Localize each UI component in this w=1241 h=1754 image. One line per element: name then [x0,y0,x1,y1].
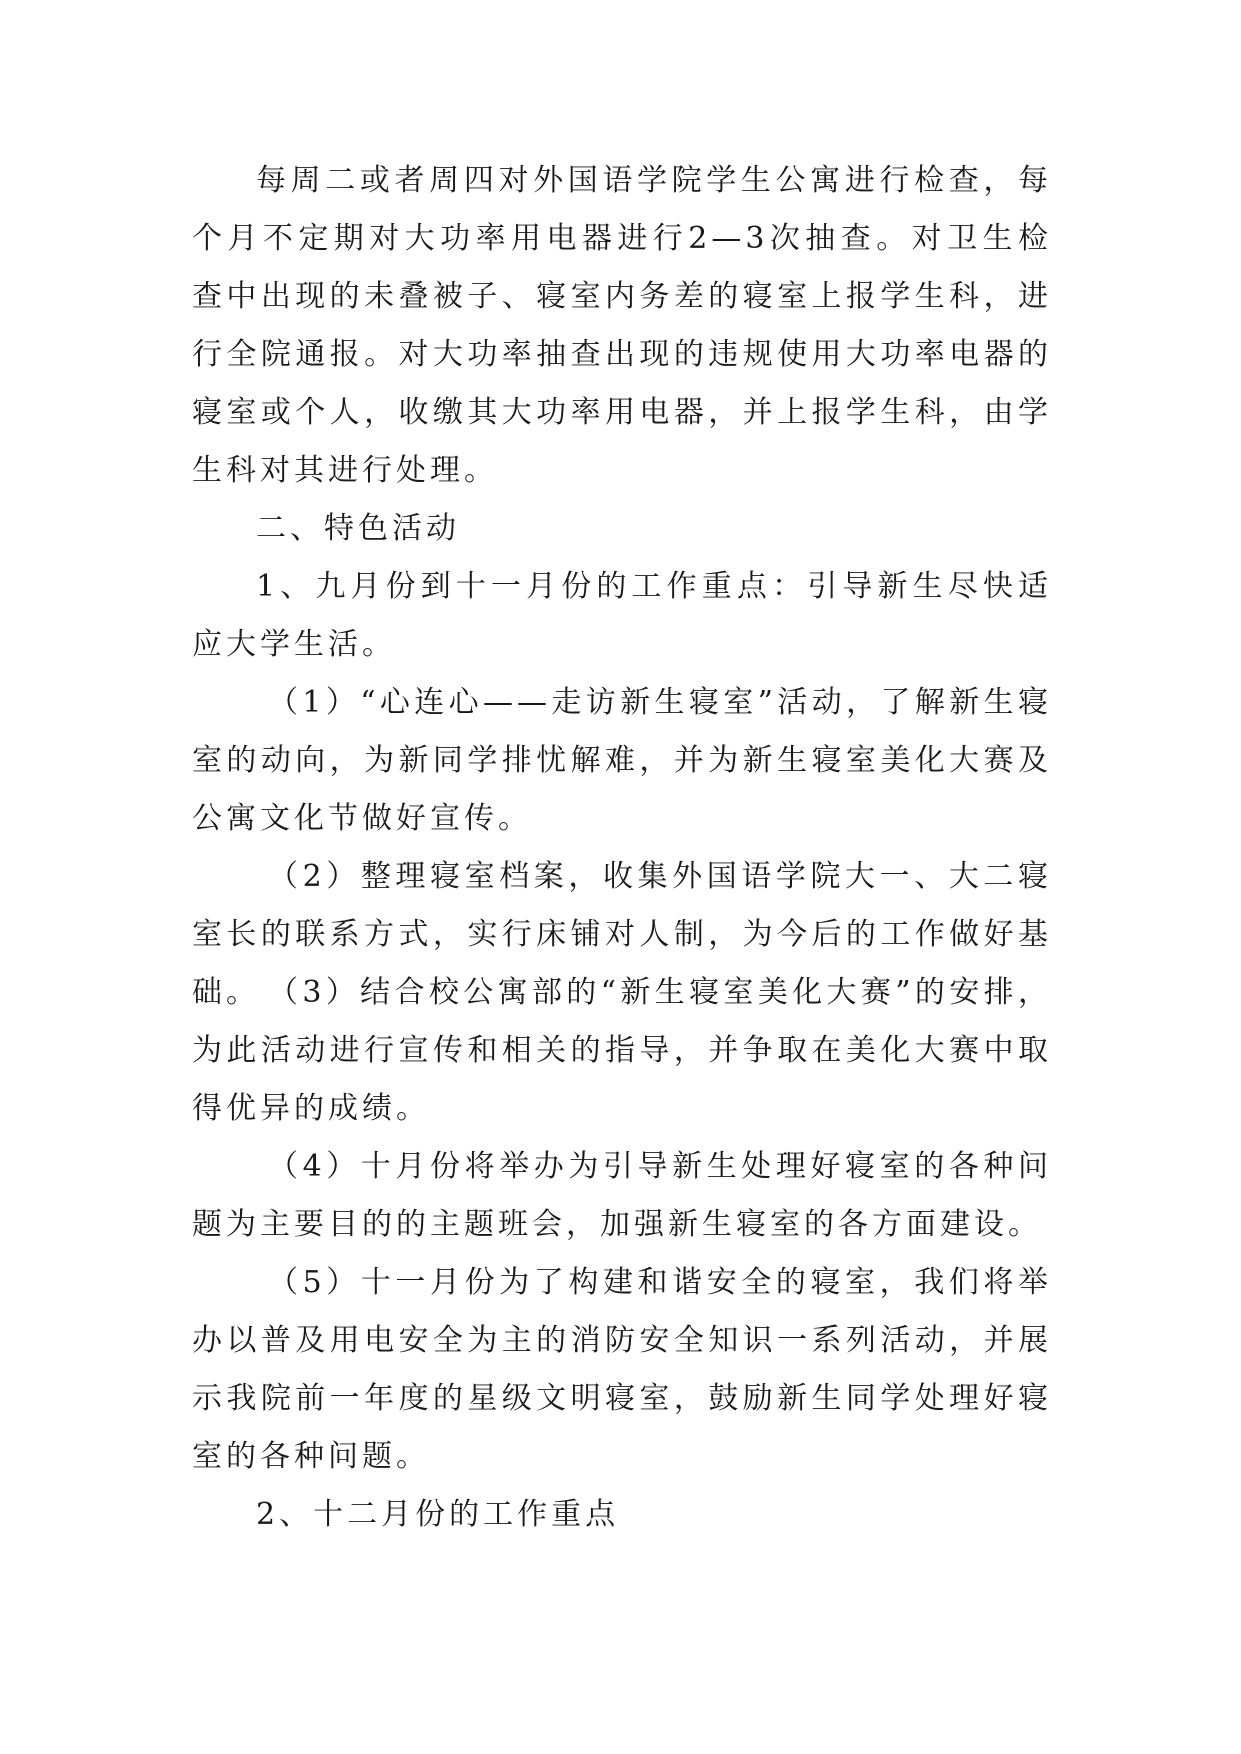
list-item-4: （4）十月份将举办为引导新生处理好寝室的各种问题为主要目的的主题班会，加强新生寝室的各方面建设。 [192,1149,1052,1242]
paragraph-inspection: 每周二或者周四对外国语学院学生公寓进行检查，每个月不定期对大功率用电器进行2—3次抽查。对卫生检查中出现的未叠被子、寝室内务差的寝室上报学生科，进行全院通报。对大功率抽查出现的违规使用大功率电器的寝室或个人，收缴其大功率用电器，并上报学生科，由学生科对其进行处理。 [192,163,1052,488]
list-item-2: （2）整理寝室档案，收集外国语学院大一、大二寝室长的联系方式，实行床铺对人制，为今后的工作做好基础。 [192,859,1052,1010]
section-heading-special-activities: 二、特色活动 [256,511,460,546]
paragraph-dec-focus: 2、十二月份的工作重点 [256,1497,620,1532]
list-item-3: （3）结合校公寓部的“新生寝室美化大赛”的安排，为此活动进行宣传和相关的指导，并争取在美化大赛中取得优异的成绩。 [192,975,1052,1126]
list-item-1: （1）“心连心——走访新生寝室”活动，了解新生寝室的动向，为新同学排忧解难，并为新生寝室美化大赛及公寓文化节做好宣传。 [192,685,1052,836]
list-item-5: （5）十一月份为了构建和谐安全的寝室，我们将举办以普及用电安全为主的消防安全知识一系列活动，并展示我院前一年度的星级文明寝室，鼓励新生同学处理好寝室的各种问题。 [192,1265,1052,1474]
paragraph-sep-nov-focus: 1、九月份到十一月份的工作重点：引导新生尽快适应大学生活。 [192,569,1052,662]
